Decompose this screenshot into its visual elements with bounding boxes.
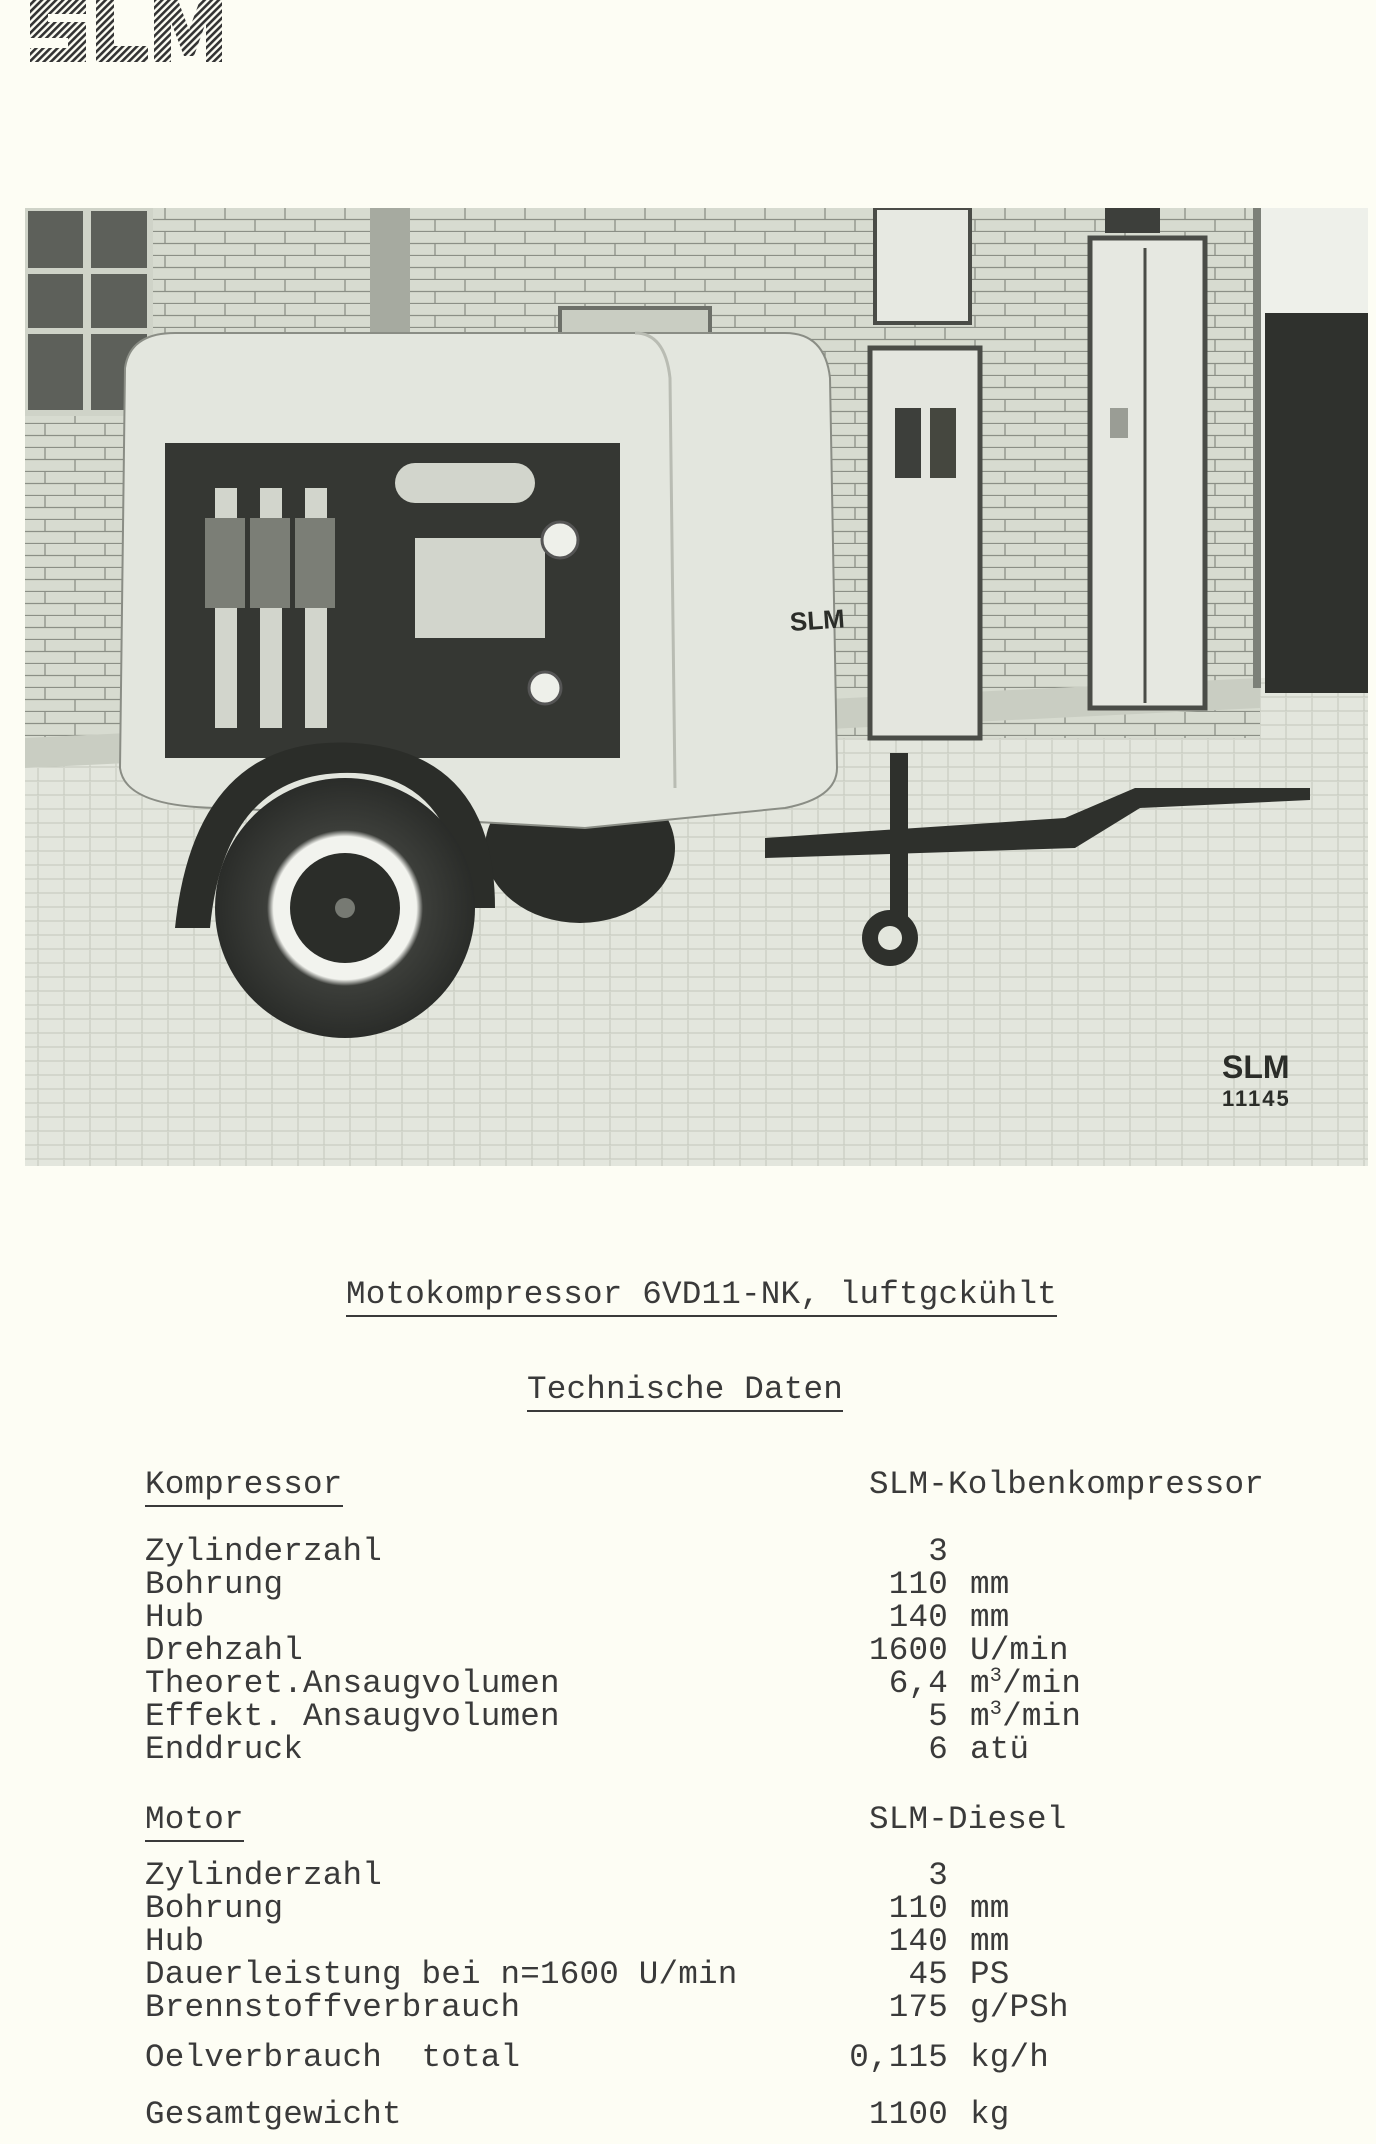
spec-value: 6,4 <box>888 1665 948 1702</box>
total-weight-label: Gesamtgewicht <box>145 2096 402 2133</box>
spec-label: Effekt. Ansaugvolumen <box>145 1698 560 1735</box>
total-weight-value: 1100 <box>868 2096 948 2133</box>
spec-value: 3 <box>928 1533 948 1570</box>
oil-consumption-value: 0,115 <box>849 2039 948 2076</box>
spec-label: Bohrung <box>145 1890 284 1927</box>
spec-label: Zylinderzahl <box>145 1857 383 1894</box>
spec-label: Drehzahl <box>145 1632 304 1669</box>
spec-value: 6 <box>928 1731 948 1768</box>
spec-unit: mm <box>970 1566 1010 1603</box>
spec-unit: U/min <box>970 1632 1069 1669</box>
spec-label: Zylinderzahl <box>145 1533 383 1570</box>
spec-unit: atü <box>970 1731 1030 1768</box>
spec-label: Hub <box>145 1923 205 1960</box>
spec-label: Brennstoffverbrauch <box>145 1989 521 2026</box>
spec-label: Bohrung <box>145 1566 284 1603</box>
spec-value: 140 <box>888 1923 948 1960</box>
spec-unit: PS <box>970 1956 1010 1993</box>
spec-label: Hub <box>145 1599 205 1636</box>
spec-value: 140 <box>888 1599 948 1636</box>
oil-consumption-label: Oelverbrauch total <box>145 2039 521 2076</box>
document-subtitle: Technische Daten <box>527 1374 843 1412</box>
photo-stamp-number: 11145 <box>1222 1086 1291 1111</box>
motor-type: SLM-Diesel <box>869 1801 1067 1838</box>
spec-unit: mm <box>970 1923 1010 1960</box>
spec-value: 3 <box>928 1857 948 1894</box>
photo-stamp-brand: SLM <box>1222 1049 1290 1085</box>
spec-label: Theoret.Ansaugvolumen <box>145 1665 560 1702</box>
total-weight-unit: kg <box>970 2096 1010 2133</box>
spec-value: 110 <box>888 1890 948 1927</box>
spec-label: Dauerleistung bei n=1600 U/min <box>145 1956 738 1993</box>
spec-unit: mm <box>970 1599 1010 1636</box>
compressor-heading: Kompressor <box>145 1469 343 1507</box>
spec-unit: g/PSh <box>970 1989 1069 2026</box>
compressor-type: SLM-Kolbenkompressor <box>869 1466 1265 1503</box>
spec-unit: $m^3/\min$ <box>970 1697 1082 1735</box>
slm-logo <box>26 0 224 62</box>
spec-label: Enddruck <box>145 1731 304 1768</box>
oil-consumption-unit: kg/h <box>970 2039 1050 2076</box>
spec-value: 45 <box>908 1956 948 1993</box>
hood-logo: SLM <box>788 603 846 638</box>
spec-value: 1600 <box>868 1632 948 1669</box>
spec-unit: mm <box>970 1890 1010 1927</box>
spec-value: 110 <box>888 1566 948 1603</box>
spec-unit: $m^3/\min$ <box>970 1664 1082 1702</box>
product-photo <box>25 208 1368 1166</box>
motor-heading: Motor <box>145 1804 244 1842</box>
document-title: Motokompressor 6VD11-NK, luftgckühlt <box>346 1279 1057 1317</box>
spec-value: 5 <box>928 1698 948 1735</box>
spec-value: 175 <box>888 1989 948 2026</box>
